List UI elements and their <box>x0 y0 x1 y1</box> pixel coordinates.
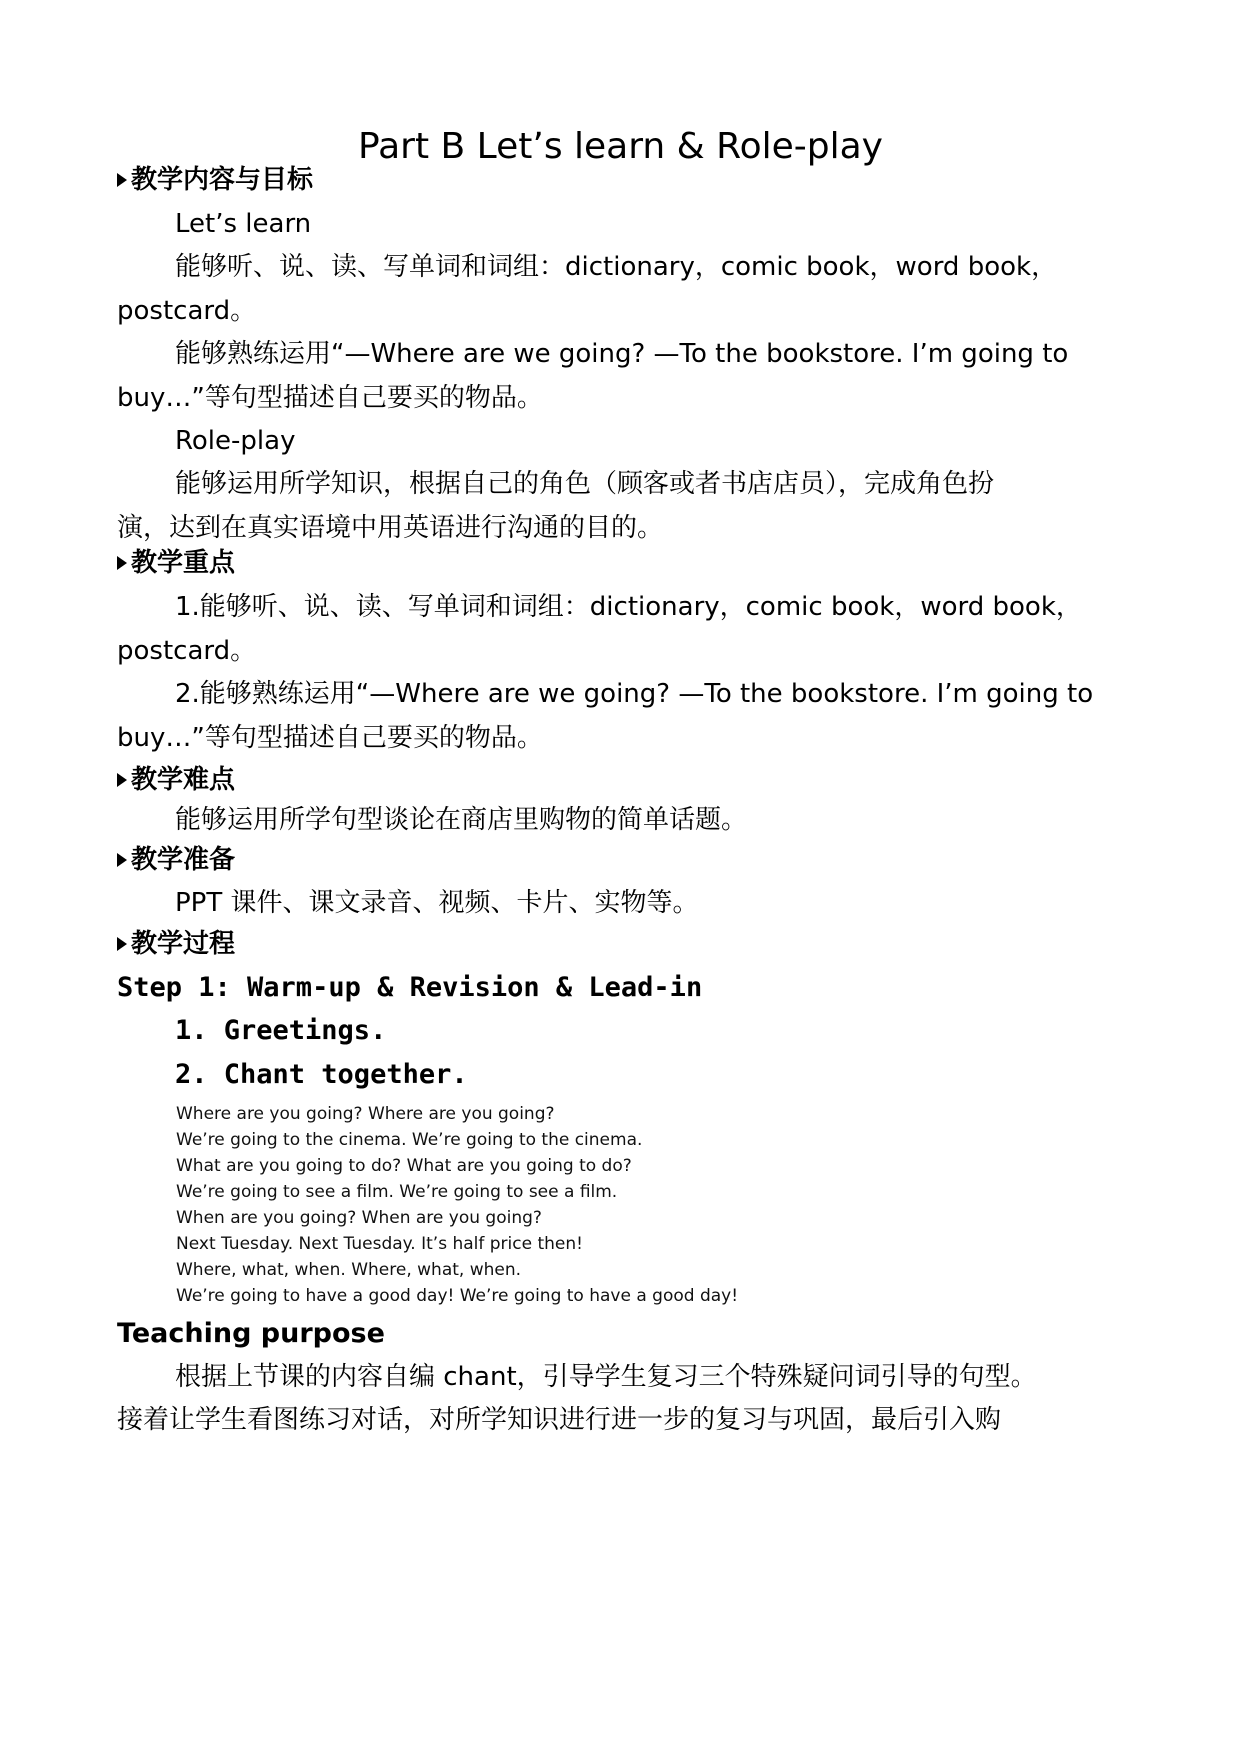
triangle-bullet-icon <box>117 556 127 570</box>
preparation-line-1: PPT 课件、课文录音、视频、卡片、实物等。 <box>175 888 699 918</box>
section-heading-text: 教学准备 <box>131 845 236 875</box>
triangle-bullet-icon <box>117 773 127 787</box>
lets-learn-paragraph-1-line-2: postcard。 <box>117 296 257 326</box>
role-play-label: Role-play <box>175 426 296 456</box>
key-point-1-line-2: postcard。 <box>117 636 257 666</box>
chant-line: Next Tuesday. Next Tuesday. It’s half price then! <box>176 1234 583 1254</box>
chant-line: When are you going? When are you going? <box>176 1208 542 1228</box>
lets-learn-paragraph-1-line-1: 能够听、说、读、写单词和词组：dictionary，comic book，word book， <box>175 252 1058 282</box>
section-heading-preparation <box>117 843 235 877</box>
triangle-bullet-icon <box>117 937 127 951</box>
chant-line: What are you going to do? What are you going to do? <box>176 1156 632 1176</box>
section-heading-text: 教学难点 <box>131 765 236 795</box>
role-play-line-2: 演，达到在真实语境中用英语进行沟通的目的。 <box>117 513 664 543</box>
teaching-purpose-line-2: 接着让学生看图练习对话，对所学知识进行进一步的复习与巩固，最后引入购 <box>117 1405 1002 1435</box>
step-1-item-chant: 2. Chant together. <box>175 1059 468 1090</box>
teaching-purpose-line-1: 根据上节课的内容自编 chant，引导学生复习三个特殊疑问词引导的句型。 <box>175 1362 1037 1392</box>
key-point-2-line-1: 2.能够熟练运用“—Where are we going? —To the bookstore. I’m going to <box>175 679 1094 709</box>
lets-learn-paragraph-2-line-1: 能够熟练运用“—Where are we going? —To the bookstore. I’m going to <box>175 339 1069 369</box>
teaching-purpose-label: Teaching purpose <box>117 1318 385 1349</box>
lets-learn-label: Let’s learn <box>175 209 312 239</box>
chant-line: We’re going to see a film. We’re going to see a film. <box>176 1182 618 1202</box>
triangle-bullet-icon <box>117 853 127 867</box>
triangle-bullet-icon <box>117 173 127 187</box>
chant-line: We’re going to the cinema. We’re going to the cinema. <box>176 1130 643 1150</box>
section-heading-text: 教学过程 <box>131 929 236 959</box>
section-heading-text: 教学内容与目标 <box>131 165 314 195</box>
step-1-heading: Step 1: Warm-up & Revision & Lead-in <box>117 972 703 1003</box>
chant-line: We’re going to have a good day! We’re going to have a good day! <box>176 1286 739 1306</box>
key-point-1-line-1: 1.能够听、说、读、写单词和词组：dictionary，comic book，word book， <box>175 592 1082 622</box>
section-heading-difficulties <box>117 763 235 797</box>
section-heading-content-goals <box>117 163 313 197</box>
lets-learn-paragraph-2-line-2: buy…”等句型描述自己要买的物品。 <box>117 383 543 413</box>
chant-line: Where, what, when. Where, what, when. <box>176 1260 522 1280</box>
section-heading-text: 教学重点 <box>131 548 236 578</box>
section-heading-key-points <box>117 546 235 580</box>
difficulty-line-1: 能够运用所学句型谈论在商店里购物的简单话题。 <box>175 805 748 835</box>
chant-line: Where are you going? Where are you going? <box>176 1104 555 1124</box>
role-play-line-1: 能够运用所学知识，根据自己的角色（顾客或者书店店员），完成角色扮 <box>175 469 995 499</box>
page-title: Part B Let’s learn & Role-play <box>358 126 883 167</box>
step-1-item-greetings: 1. Greetings. <box>175 1015 387 1046</box>
key-point-2-line-2: buy…”等句型描述自己要买的物品。 <box>117 723 543 753</box>
section-heading-process <box>117 927 235 961</box>
